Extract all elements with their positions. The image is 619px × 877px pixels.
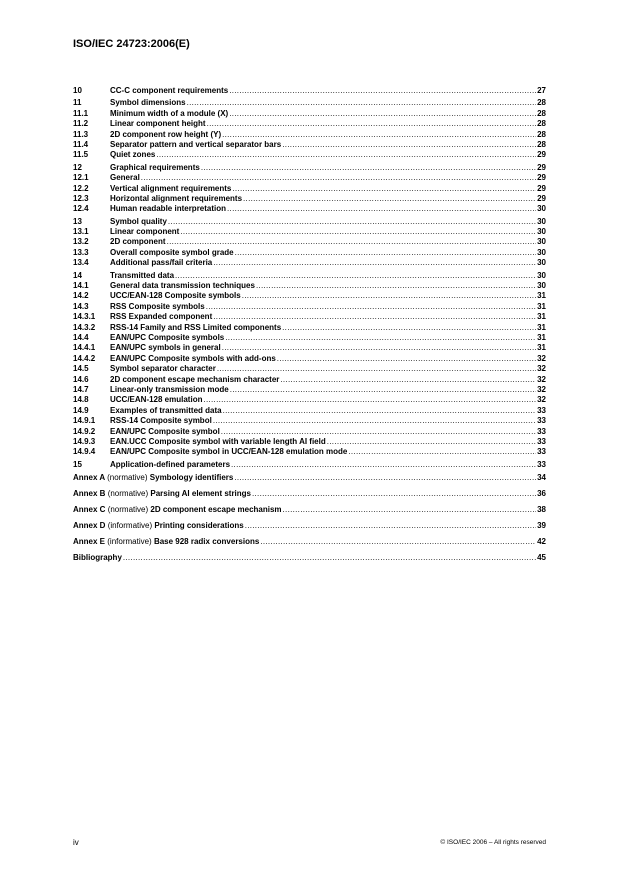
- dot-leader: [243, 194, 536, 204]
- toc-entry-title: EAN.UCC Composite symbol with variable length AI field: [110, 436, 326, 446]
- toc-entry-title: Transmitted data: [110, 270, 175, 280]
- annex-title-group: [73, 534, 259, 550]
- dot-leader: [167, 237, 537, 247]
- toc-entry-title: 2D component escape mechanism character: [110, 374, 280, 384]
- table-of-contents: [73, 86, 546, 566]
- dot-leader: [348, 447, 536, 457]
- toc-entry-title: Quiet zones: [110, 150, 156, 160]
- toc-entry-number: 14.9: [73, 405, 89, 415]
- toc-entry[interactable]: [73, 217, 546, 227]
- dot-leader: [260, 534, 536, 550]
- toc-entry-number: 13.2: [73, 237, 89, 247]
- toc-entry[interactable]: [73, 248, 546, 258]
- toc-entry[interactable]: [73, 385, 546, 395]
- dot-leader: [222, 343, 536, 353]
- toc-entry-number: 12: [73, 162, 82, 172]
- toc-entry-title: Overall composite symbol grade: [110, 247, 234, 257]
- toc-entry-number: 14.3.1: [73, 312, 96, 322]
- toc-entry-title: Human readable interpretation: [110, 204, 227, 214]
- dot-leader: [225, 333, 536, 343]
- dot-leader: [245, 518, 536, 534]
- annex-title-group: [73, 550, 122, 566]
- toc-entry-title: Examples of transmitted data: [110, 405, 222, 415]
- toc-entry-page: 33: [537, 459, 546, 469]
- toc-entry-number: 13.4: [73, 258, 89, 268]
- annex-title: Printing considerations: [154, 521, 244, 531]
- toc-entry-number: 13.3: [73, 247, 89, 257]
- toc-entry-number: 14.4.1: [73, 343, 96, 353]
- document-header: ISO/IEC 24723:2006(E): [73, 38, 190, 50]
- toc-entry-number: 10: [73, 86, 82, 95]
- dot-leader: [123, 550, 536, 566]
- toc-annex-entry[interactable]: [73, 550, 546, 566]
- toc-entry-page: 31: [537, 291, 546, 301]
- toc-entry-page: 33: [537, 405, 546, 415]
- annex-label: Annex B: [73, 489, 106, 499]
- toc-entry-page: 29: [537, 183, 546, 193]
- toc-entry-number: 11.3: [73, 129, 89, 139]
- toc-entry-title: RSS-14 Family and RSS Limited components: [110, 322, 282, 332]
- toc-entry[interactable]: [73, 375, 546, 385]
- toc-entry[interactable]: [73, 109, 546, 119]
- toc-entry-number: 12.4: [73, 204, 89, 214]
- toc-entry-number: 11.1: [73, 108, 89, 118]
- toc-entry[interactable]: [73, 302, 546, 312]
- toc-entry[interactable]: [73, 406, 546, 416]
- toc-entry-page: 28: [537, 108, 546, 118]
- toc-entry[interactable]: [73, 163, 546, 173]
- toc-entry-page: 32: [537, 374, 546, 384]
- toc-entry-number: 11: [73, 98, 82, 108]
- toc-entry-page: 38: [537, 505, 546, 515]
- annex-title-group: [73, 470, 233, 486]
- dot-leader: [168, 217, 536, 227]
- toc-entry-number: 14.4.2: [73, 353, 96, 363]
- toc-entry-page: 31: [537, 332, 546, 342]
- annex-title-group: [73, 502, 282, 518]
- annex-title: Symbology identifiers: [149, 473, 234, 483]
- toc-entry-page: 31: [537, 343, 546, 353]
- annex-title-group: [73, 486, 251, 502]
- dot-leader: [141, 173, 536, 183]
- annex-label: Annex A: [73, 473, 105, 483]
- dot-leader: [203, 395, 536, 405]
- toc-entry-number: 14.3.2: [73, 322, 96, 332]
- dot-leader: [282, 140, 536, 150]
- toc-entry[interactable]: [73, 312, 546, 322]
- toc-entry-page: 30: [537, 258, 546, 268]
- toc-entry-page: 32: [537, 364, 546, 374]
- toc-entry-number: 14.9.1: [73, 416, 96, 426]
- copyright-notice: © ISO/IEC 2006 – All rights reserved: [440, 839, 546, 846]
- dot-leader: [231, 460, 536, 470]
- toc-entry-number: 14.7: [73, 384, 89, 394]
- dot-leader: [234, 470, 536, 486]
- toc-entry[interactable]: [73, 333, 546, 343]
- toc-entry-number: 14.8: [73, 395, 89, 405]
- toc-entry-title: CC-C component requirements: [110, 86, 229, 95]
- dot-leader: [235, 248, 536, 258]
- toc-entry-title: Additional pass/fail criteria: [110, 258, 213, 268]
- dot-leader: [156, 150, 536, 160]
- dot-leader: [252, 486, 536, 502]
- toc-entry-page: 36: [537, 489, 546, 499]
- annex-kind: (normative): [107, 505, 149, 515]
- toc-entry[interactable]: [73, 184, 546, 194]
- toc-entry-page: 32: [537, 395, 546, 405]
- dot-leader: [282, 323, 536, 333]
- toc-entry-page: 31: [537, 322, 546, 332]
- toc-entry-title: RSS Expanded component: [110, 312, 213, 322]
- annex-title: 2D component escape mechanism: [150, 505, 282, 515]
- toc-entry-title: Application-defined parameters: [110, 459, 231, 469]
- toc-entry-number: 14.9.2: [73, 426, 96, 436]
- toc-entry-page: 29: [537, 193, 546, 203]
- dot-leader: [227, 204, 536, 214]
- toc-annex-entry[interactable]: [73, 518, 546, 534]
- dot-leader: [213, 416, 536, 426]
- toc-entry-page: 29: [537, 150, 546, 160]
- toc-entry[interactable]: [73, 364, 546, 374]
- toc-entry[interactable]: [73, 281, 546, 291]
- toc-entry-page: 28: [537, 129, 546, 139]
- toc-entry-number: 12.1: [73, 173, 89, 183]
- toc-entry[interactable]: [73, 323, 546, 333]
- toc-entry-title: EAN/UPC symbols in general: [110, 343, 221, 353]
- annex-title: Base 928 radix conversions: [153, 537, 260, 547]
- toc-entry[interactable]: [73, 343, 546, 353]
- toc-entry-title: Separator pattern and vertical separator bars: [110, 139, 282, 149]
- toc-entry-page: 29: [537, 173, 546, 183]
- annex-label: Annex D: [73, 521, 106, 531]
- toc-entry-title: EAN/UPC Composite symbol: [110, 426, 220, 436]
- toc-entry-page: 42: [537, 537, 546, 547]
- toc-entry-page: 30: [537, 227, 546, 237]
- toc-entry[interactable]: [73, 416, 546, 426]
- toc-entry-number: 11.2: [73, 119, 89, 129]
- toc-entry[interactable]: [73, 130, 546, 140]
- toc-entry-page: 30: [537, 281, 546, 291]
- dot-leader: [213, 312, 536, 322]
- toc-entry-title: 2D component row height (Y): [110, 129, 222, 139]
- toc-entry-number: 14.3: [73, 301, 89, 311]
- toc-entry-page: 45: [537, 553, 546, 563]
- toc-entry-number: 15: [73, 459, 82, 469]
- toc-annex-entry[interactable]: [73, 486, 546, 502]
- toc-entry[interactable]: [73, 395, 546, 405]
- annex-title-group: [73, 518, 244, 534]
- toc-entry-title: Linear-only transmission mode: [110, 384, 229, 394]
- annex-label: Annex C: [73, 505, 106, 515]
- toc-entry[interactable]: [73, 119, 546, 129]
- annex-kind: (normative): [107, 473, 148, 483]
- toc-entry-number: 11.4: [73, 139, 89, 149]
- dot-leader: [206, 302, 536, 312]
- dot-leader: [283, 502, 537, 518]
- toc-entry-title: 2D component: [110, 237, 166, 247]
- dot-leader: [230, 385, 536, 395]
- toc-entry[interactable]: [73, 447, 546, 457]
- toc-entry-page: 28: [537, 119, 546, 129]
- dot-leader: [229, 109, 536, 119]
- toc-entry-page: 33: [537, 436, 546, 446]
- toc-entry-title: RSS Composite symbols: [110, 301, 205, 311]
- toc-entry-page: 31: [537, 301, 546, 311]
- toc-entry-page: 30: [537, 204, 546, 214]
- toc-entry-number: 13: [73, 216, 82, 226]
- dot-leader: [217, 364, 536, 374]
- toc-entry-title: Horizontal alignment requirements: [110, 193, 243, 203]
- annex-title: Parsing AI element strings: [150, 489, 251, 499]
- toc-entry[interactable]: [73, 354, 546, 364]
- annex-kind: (informative): [107, 537, 152, 547]
- toc-entry-number: 13.1: [73, 227, 89, 237]
- toc-annex-entry[interactable]: [73, 470, 546, 486]
- toc-entry-number: 14: [73, 270, 82, 280]
- toc-entry-number: 12.3: [73, 193, 89, 203]
- toc-entry-number: 14.4: [73, 332, 89, 342]
- toc-entry-page: 33: [537, 447, 546, 457]
- dot-leader: [187, 98, 537, 108]
- dot-leader: [277, 354, 536, 364]
- page-number: iv: [73, 838, 79, 847]
- toc-entry-number: 12.2: [73, 183, 89, 193]
- dot-leader: [280, 375, 536, 385]
- toc-entry[interactable]: [73, 227, 546, 237]
- toc-entry-number: 14.5: [73, 364, 89, 374]
- toc-entry-number: 14.1: [73, 281, 89, 291]
- toc-entry-page: 31: [537, 312, 546, 322]
- annex-kind: (informative): [107, 521, 153, 531]
- toc-entry-page: 33: [537, 416, 546, 426]
- toc-entry-number: 14.6: [73, 374, 89, 384]
- toc-entry[interactable]: [73, 427, 546, 437]
- toc-annex-entry[interactable]: [73, 534, 546, 550]
- toc-entry-title: EAN/UPC Composite symbol in UCC/EAN-128 emulation mode: [110, 447, 348, 457]
- toc-entry[interactable]: [73, 150, 546, 160]
- dot-leader: [221, 427, 536, 437]
- toc-entry-page: 32: [537, 353, 546, 363]
- dot-leader: [242, 291, 536, 301]
- dot-leader: [201, 163, 536, 173]
- toc-entry-title: Symbol dimensions: [110, 98, 186, 108]
- toc-annex-entry[interactable]: [73, 502, 546, 518]
- toc-entry[interactable]: [73, 204, 546, 214]
- toc-entry[interactable]: [73, 86, 546, 96]
- toc-entry-page: 39: [537, 521, 546, 531]
- dot-leader: [213, 258, 536, 268]
- toc-entry-title: General: [110, 173, 140, 183]
- toc-entry-number: 11.5: [73, 150, 89, 160]
- toc-entry-title: EAN/UPC Composite symbols: [110, 332, 225, 342]
- toc-entry-title: General data transmission techniques: [110, 281, 255, 291]
- dot-leader: [175, 271, 536, 281]
- toc-entry-title: Graphical requirements: [110, 162, 200, 172]
- dot-leader: [327, 437, 536, 447]
- toc-entry-page: 33: [537, 426, 546, 436]
- toc-entry[interactable]: [73, 258, 546, 268]
- toc-entry[interactable]: [73, 194, 546, 204]
- toc-entry-title: Vertical alignment requirements: [110, 183, 232, 193]
- dot-leader: [229, 86, 536, 96]
- toc-entry-page: 28: [537, 98, 546, 108]
- toc-entry-title: UCC/EAN-128 emulation: [110, 395, 203, 405]
- toc-entry[interactable]: [73, 140, 546, 150]
- toc-entry-number: 14.2: [73, 291, 89, 301]
- toc-entry[interactable]: [73, 271, 546, 281]
- dot-leader: [222, 130, 536, 140]
- dot-leader: [223, 406, 537, 416]
- toc-entry[interactable]: [73, 437, 546, 447]
- toc-entry-page: 34: [537, 473, 546, 483]
- toc-entry-title: Linear component height: [110, 119, 206, 129]
- dot-leader: [232, 184, 536, 194]
- toc-entry-title: Symbol separator character: [110, 364, 216, 374]
- toc-entry-page: 30: [537, 270, 546, 280]
- toc-entry-number: 14.9.4: [73, 447, 96, 457]
- toc-entry[interactable]: [73, 98, 546, 108]
- toc-entry-page: 30: [537, 216, 546, 226]
- toc-entry-title: RSS-14 Composite symbol: [110, 416, 212, 426]
- toc-entry[interactable]: [73, 291, 546, 301]
- toc-entry-title: EAN/UPC Composite symbols with add-ons: [110, 353, 276, 363]
- toc-entry-title: Minimum width of a module (X): [110, 108, 229, 118]
- toc-entry-page: 29: [537, 162, 546, 172]
- annex-kind: (normative): [107, 489, 149, 499]
- annex-label: Bibliography: [73, 553, 122, 563]
- toc-entry-page: 30: [537, 237, 546, 247]
- toc-entry[interactable]: [73, 237, 546, 247]
- toc-entry-title: Linear component: [110, 227, 180, 237]
- annex-label: Annex E: [73, 537, 106, 547]
- toc-entry-title: UCC/EAN-128 Composite symbols: [110, 291, 241, 301]
- toc-entry-page: 32: [537, 384, 546, 394]
- toc-entry-page: 28: [537, 139, 546, 149]
- toc-entry-number: 14.9.3: [73, 436, 96, 446]
- toc-entry[interactable]: [73, 460, 546, 470]
- dot-leader: [180, 227, 536, 237]
- dot-leader: [256, 281, 536, 291]
- dot-leader: [207, 119, 537, 129]
- toc-entry-page: 27: [537, 86, 546, 95]
- toc-entry-title: Symbol quality: [110, 216, 167, 226]
- toc-entry[interactable]: [73, 173, 546, 183]
- toc-entry-page: 30: [537, 247, 546, 257]
